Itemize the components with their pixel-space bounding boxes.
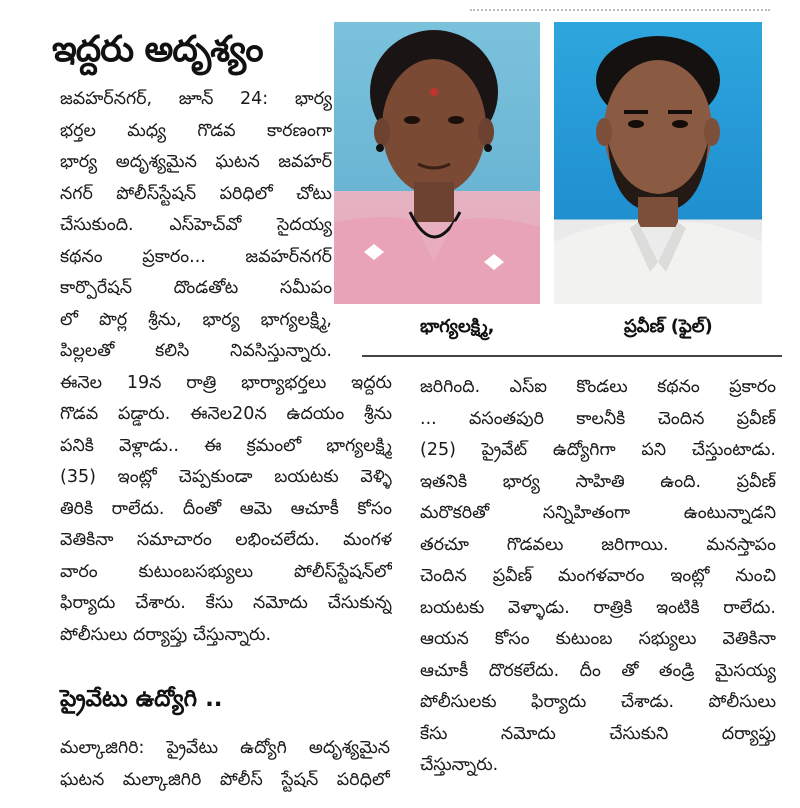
photo-bhagyalakshmi [334, 22, 540, 304]
text-line: చెందిన ప్రవీణ్ మంగళవారం ఇంట్లో నుంచి [420, 566, 776, 586]
text-line: మల్కాజిగిరి: ప్రైవేటు ఉద్యోగి అదృశ్యమైన [60, 738, 390, 758]
photo-caption-left: భాగ్యలక్ష్మి, [420, 316, 495, 337]
text-line: పోలీసులు దర్యాప్తు చేస్తున్నారు. [60, 624, 272, 645]
text-line: జవహర్‌నగర్, జూన్ 24: భార్య [60, 89, 332, 109]
text-line: ఫిర్యాదు చేశారు. కేసు నమోదు చేసుకున్న [60, 593, 392, 613]
text-line: చేస్తున్నారు. [420, 755, 499, 775]
text-line: భర్తల మధ్య గొడవ కారణంగా [60, 120, 332, 141]
text-line: తరచూ గొడవలు జరిగాయి. మనస్తాపం [420, 534, 776, 555]
text-line: కథనం ప్రకారం... జవహర్‌నగర్ [60, 246, 332, 267]
text-line: లో పొర్ల శ్రీను, భార్య భాగ్యలక్ష్మి, [60, 309, 332, 330]
right-column [420, 372, 776, 782]
article-headline: ఇద్దరు అదృశ్యం [52, 29, 263, 70]
text-line: గొడవ పడ్డారు. ఈనెల20న ఉదయం శ్రీను [60, 404, 392, 424]
text-line: (35) ఇంట్లో చెప్పకుండా బయటకు వెళ్ళి [60, 467, 392, 487]
text-line: జరిగింది. ఎస్ఐ కొండలు కథనం ప్రకారం [420, 377, 776, 397]
text-line: మరొకరితో సన్నిహితంగా ఉంటున్నాడని [420, 503, 776, 523]
text-line: వెతికినా సమాచారం లభించలేదు. మంగళ [60, 530, 392, 550]
text-line: చేసుకుంది. ఎస్‌హెచ్‌వో సైదయ్య [60, 215, 332, 235]
text-line: బయటకు వెళ్ళాడు. రాత్రికి ఇంటికి రాలేదు. [420, 597, 776, 618]
cropped-previous-article [0, 0, 800, 18]
text-line: ఈనెల 19న రాత్రి భార్యాభర్తలు ఇద్దరు [60, 372, 392, 393]
text-line: తిరికి రాలేదు. దీంతో ఆమె ఆచూకీ కోసం [60, 498, 392, 519]
text-line: ఆయన కోసం కుటుంబ సభ్యులు వెతికినా [420, 629, 776, 649]
text-line: ఇతనికి భార్య సాహితి ఉంది. ప్రవీణ్ [420, 471, 776, 492]
bottom-left-column [60, 733, 390, 796]
text-line: (25) ప్రైవేట్ ఉద్యోగిగా పని చేస్తుంటాడు. [420, 440, 776, 460]
text-line: పిల్లలతో కలిసి నివసిస్తున్నారు. [60, 341, 332, 361]
photo-caption-right: ప్రవీణ్ (ఫైల్) [624, 316, 713, 337]
text-line: ... వసంతపురి కాలనీకి చెందిన ప్రవీణ్ [420, 408, 776, 429]
text-line: నగర్ పోలీస్‌స్టేషన్ పరిధిలో చోటు [60, 183, 332, 204]
text-line: భార్య అదృశ్యమైన ఘటన జవహర్ [60, 152, 332, 172]
subheading: ప్రైవేటు ఉద్యోగి .. [60, 686, 223, 712]
text-line: ఆచూకీ దొరకలేదు. దీం తో తండ్రి మైసయ్య [420, 660, 776, 681]
text-line: పోలీసులకు ఫిర్యాదు చేశాడు. పోలీసులు [420, 692, 776, 712]
left-column [60, 84, 392, 651]
divider-rule [362, 355, 782, 357]
photo-praveen [554, 22, 762, 304]
text-line: కార్పొరేషన్ దొండతోట సమీపం [60, 278, 332, 298]
text-line: కేసు నమోదు చేసుకుని దర్యాప్తు [420, 723, 776, 744]
text-line: వారం కుటుంబసభ్యులు పోలీస్‌స్టేషన్‌లో [60, 561, 392, 582]
text-line: ఘటన మల్కాజిగిరి పోలీస్ స్టేషన్ పరిధిలో [60, 769, 390, 790]
text-line: పనికి వెళ్లాడు.. ఈ క్రమంలో భాగ్యలక్ష్మి [60, 435, 392, 456]
